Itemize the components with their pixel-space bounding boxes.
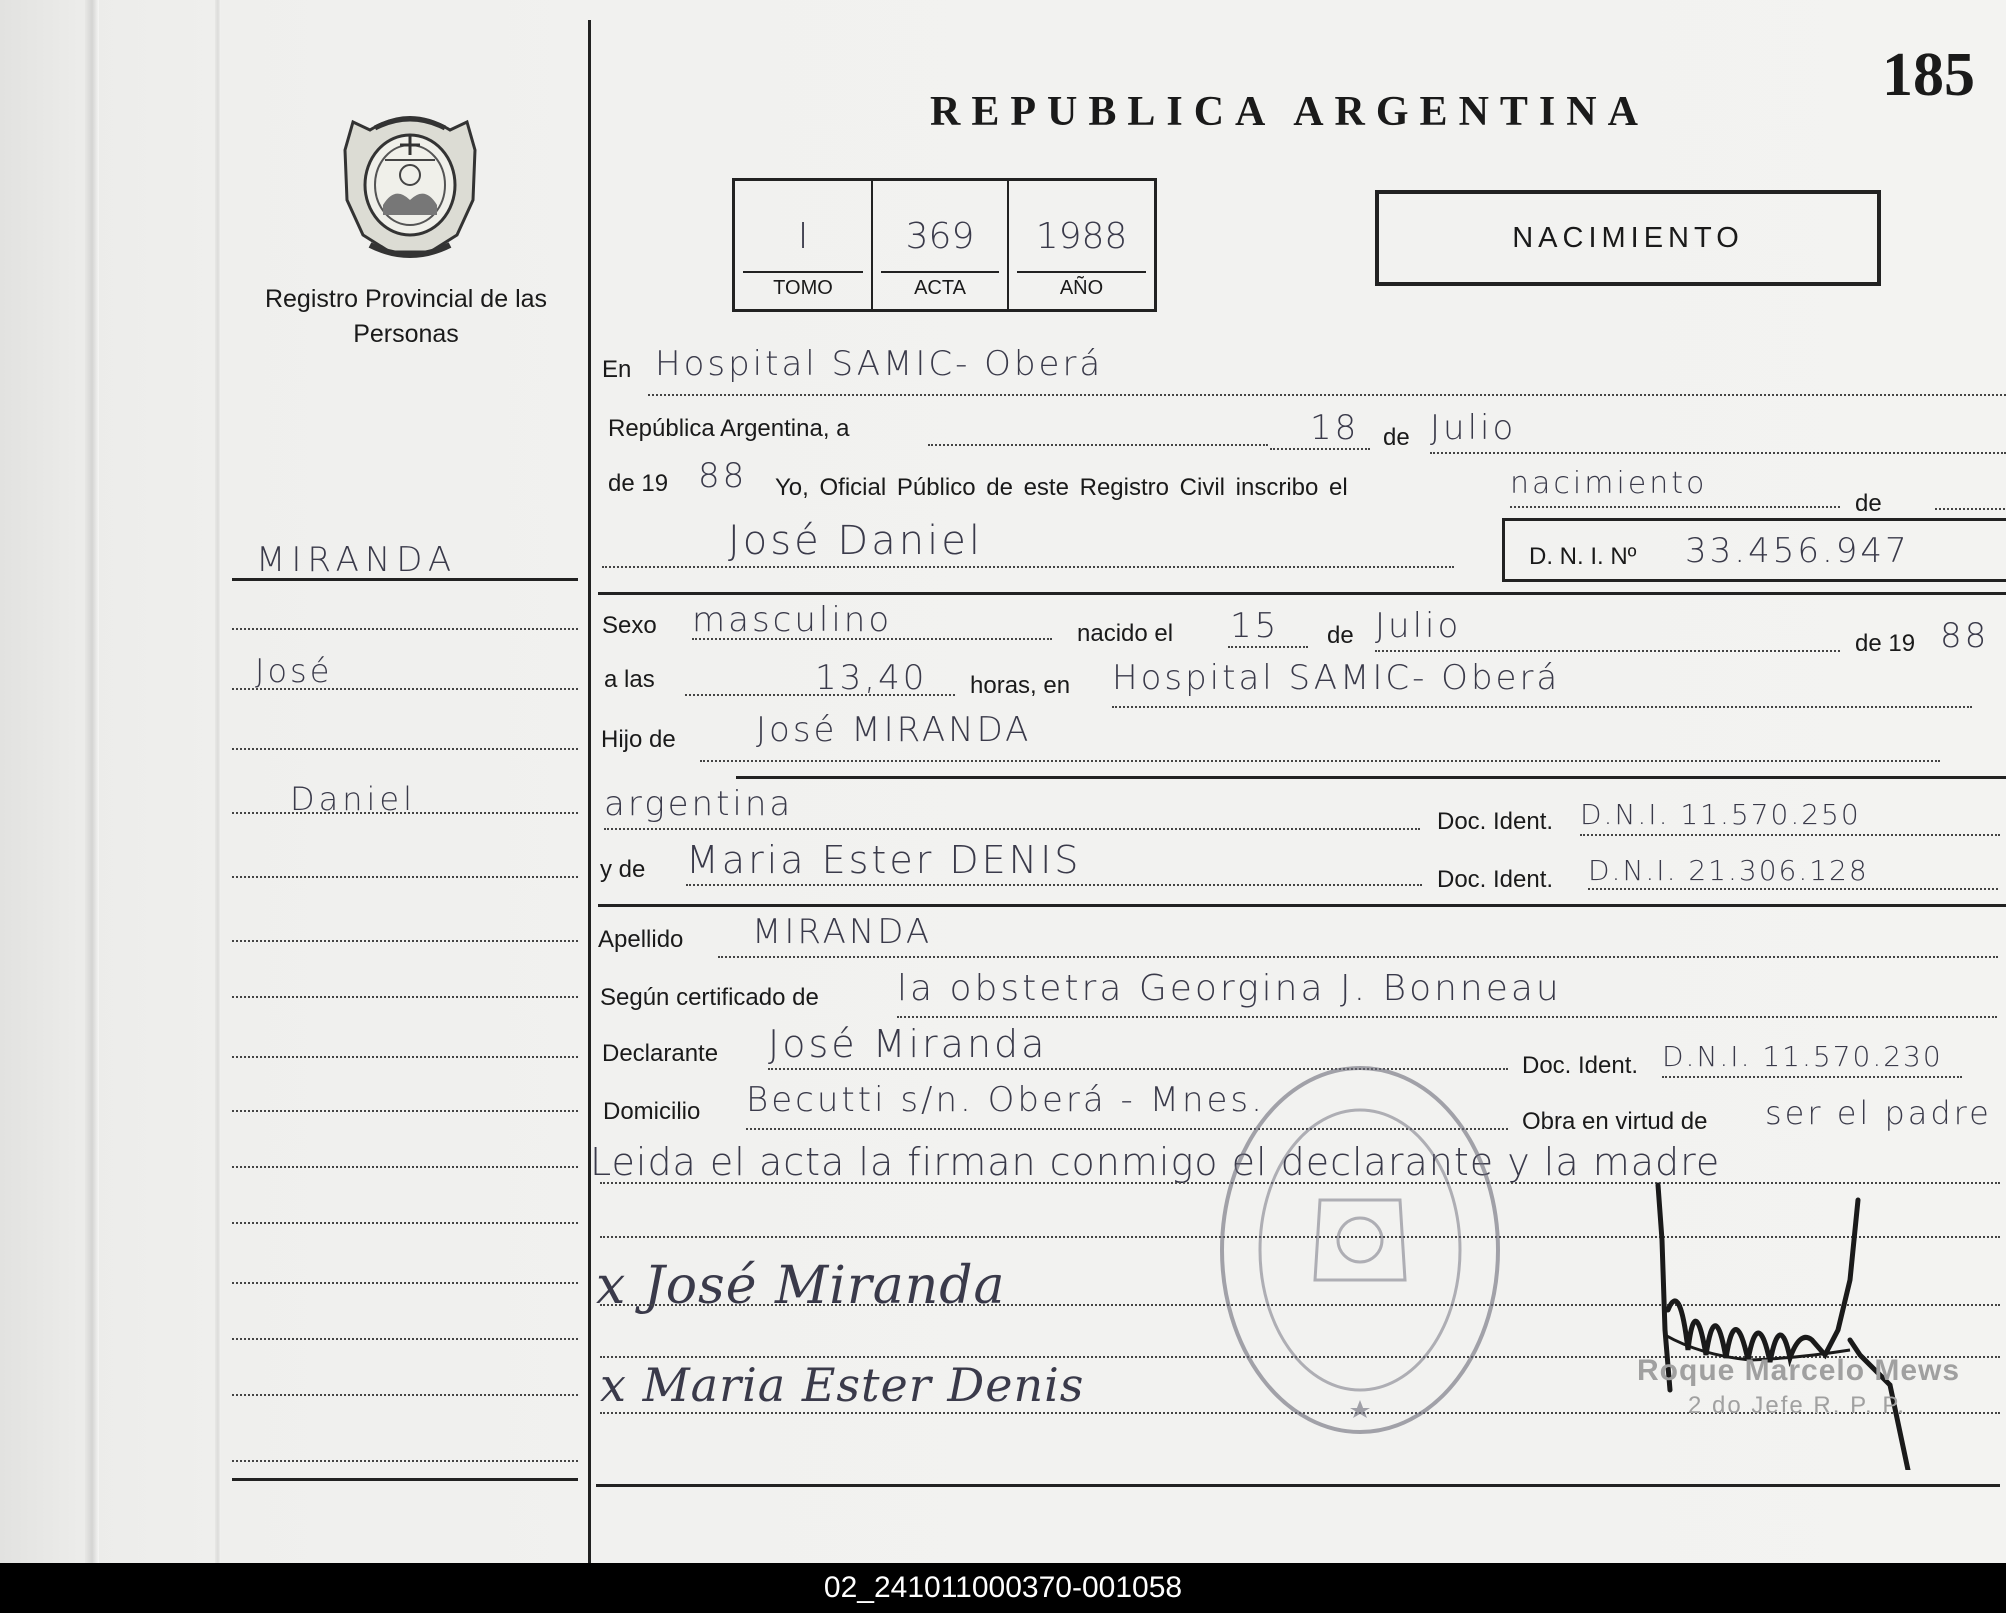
doc-ident-label: Doc. Ident. (1437, 866, 1554, 893)
left-line (232, 1222, 578, 1224)
dotted-line (602, 566, 1454, 568)
dotted-line (692, 638, 1052, 640)
padre-doc: D.N.I. 11.570.250 (1580, 798, 1861, 831)
left-line (232, 996, 578, 998)
misiones-seal-icon (335, 100, 485, 260)
dotted-line (897, 1016, 1997, 1018)
dotted-line (686, 884, 1422, 886)
sexo-label: Sexo (602, 612, 657, 639)
dotted-line (1580, 834, 2000, 836)
left-apellido: MIRANDA (256, 540, 458, 580)
inscribo-value: nacimiento (1510, 466, 1708, 501)
segun-value: la obstetra Georgina J. Bonneau (897, 968, 1562, 1009)
leida-text: Leida el acta la firman conmigo el declarante y la madre (590, 1140, 1721, 1184)
acta-label: ACTA (914, 277, 966, 299)
official-title: 2 do Jefe R. P. P. (1688, 1392, 1906, 1419)
en-value: Hospital SAMIC- Oberá (655, 344, 1104, 384)
dotted-line (1510, 506, 1840, 508)
left-line (232, 578, 578, 581)
padre-value: José MIRANDA (756, 710, 1032, 750)
left-nombre2: Daniel (290, 780, 416, 818)
dni-value: 33.456.947 (1685, 531, 1910, 571)
left-line (232, 812, 578, 814)
left-line (232, 1338, 578, 1340)
dotted-line (928, 444, 1268, 446)
de-label: de (1327, 622, 1354, 649)
declarante-label: Declarante (602, 1040, 719, 1067)
y-de-label: y de (600, 856, 646, 883)
domicilio-value: Becutti s/n. Oberá - Mnes. (746, 1080, 1265, 1120)
left-line (232, 628, 578, 630)
a-las-label: a las (604, 666, 655, 693)
left-line (232, 1110, 578, 1112)
doc-ident-label: Doc. Ident. (1522, 1052, 1639, 1079)
dotted-line (718, 956, 1998, 958)
official-signature-icon (1640, 1180, 1940, 1470)
de-label: de (1855, 490, 1882, 517)
declarante-doc: D.N.I. 11.570.230 (1662, 1040, 1943, 1073)
de19-label: de 19 (608, 470, 669, 497)
dotted-line (1430, 452, 2006, 454)
republica-label: República Argentina, a (608, 415, 850, 442)
firma-declarante: x José Miranda (596, 1256, 1006, 1316)
anio-cell (1009, 181, 1154, 309)
solid-line (736, 776, 2006, 779)
tomo-value: I (797, 216, 809, 257)
en-label: En (602, 356, 632, 383)
obra-label: Obra en virtud de (1522, 1108, 1708, 1135)
official-name: Roque Marcelo Mews (1637, 1354, 1961, 1387)
left-line (232, 748, 578, 750)
obra-value: ser el padre (1765, 1094, 1992, 1132)
firma-madre: x Maria Ester Denis (600, 1358, 1085, 1412)
doc-ident-label: Doc. Ident. (1437, 808, 1554, 835)
dotted-line (1588, 888, 1998, 890)
de19-label: de 19 (1855, 630, 1916, 657)
acta-value: 369 (905, 216, 975, 257)
left-line (232, 1282, 578, 1284)
fecha-dia: 18 (1310, 408, 1360, 448)
nacido-dia: 15 (1230, 606, 1280, 646)
tomo-label: TOMO (773, 277, 833, 299)
tomo-cell (735, 181, 871, 309)
left-line (232, 1056, 578, 1058)
registry-stamp-icon (1215, 1060, 1505, 1440)
padre-nacionalidad: argentina (604, 784, 794, 824)
left-line (232, 1166, 578, 1168)
dotted-line (648, 394, 2006, 396)
dotted-line (604, 828, 1420, 830)
left-line (232, 688, 578, 690)
left-line (232, 1394, 578, 1396)
domicilio-label: Domicilio (603, 1098, 701, 1125)
nombre-value: José Daniel (728, 518, 983, 564)
nacido-mes: Julio (1375, 606, 1462, 646)
left-line (232, 876, 578, 878)
dotted-line (1935, 508, 2005, 510)
hora-value: 13,40 (815, 658, 928, 698)
nacido-label: nacido el (1077, 620, 1174, 647)
page-fold-right (215, 0, 221, 1563)
left-line (232, 1460, 578, 1462)
segun-label: Según certificado de (600, 984, 819, 1011)
fecha-mes: Julio (1430, 408, 1517, 448)
solid-line (598, 904, 2006, 907)
dni-label: D. N. I. Nº (1529, 543, 1637, 570)
left-line (232, 940, 578, 942)
apellido-value: MIRANDA (752, 912, 933, 952)
madre-doc: D.N.I. 21.306.128 (1588, 854, 1869, 887)
oficial-text: Yo, Oficial Público de este Registro Civil inscribo el (775, 474, 1348, 501)
dotted-line (1375, 650, 1840, 652)
de-label: de (1383, 424, 1410, 451)
solid-line (596, 1484, 2000, 1487)
dni-box (1502, 518, 2006, 582)
madre-value: Maria Ester DENIS (686, 838, 1082, 882)
nacido-anio: 88 (1940, 616, 1990, 656)
scan-id-footer: 02_241011000370-001058 (0, 1563, 2006, 1613)
page-fold-left (85, 0, 99, 1563)
tipo-box: NACIMIENTO (1375, 190, 1881, 286)
left-nombre1: José (255, 652, 333, 690)
left-line (232, 1478, 578, 1481)
acta-cell (873, 181, 1007, 309)
solid-line (598, 592, 2006, 595)
fecha-anio: 88 (698, 456, 748, 496)
dotted-line (1270, 448, 1370, 450)
dotted-line (700, 760, 1940, 762)
lugar-value: Hospital SAMIC- Oberá (1112, 658, 1561, 698)
acta-box (732, 178, 1157, 312)
dotted-line (1112, 706, 1972, 708)
country-title: REPUBLICA ARGENTINA (930, 89, 1649, 135)
horas-label: horas, en (970, 672, 1071, 699)
sexo-value: masculino (692, 600, 893, 640)
registro-provincial-label: Registro Provincial de las Personas (264, 285, 548, 348)
anio-value: 1988 (1035, 216, 1128, 257)
dotted-line (1662, 1076, 1962, 1078)
folio-number: 185 (1882, 41, 1975, 109)
dotted-line (1228, 646, 1308, 648)
declarante-value: José Miranda (768, 1022, 1048, 1066)
column-divider (588, 20, 591, 1563)
apellido-label: Apellido (598, 926, 684, 953)
anio-label: AÑO (1059, 277, 1104, 299)
hijo-label: Hijo de (601, 726, 676, 753)
